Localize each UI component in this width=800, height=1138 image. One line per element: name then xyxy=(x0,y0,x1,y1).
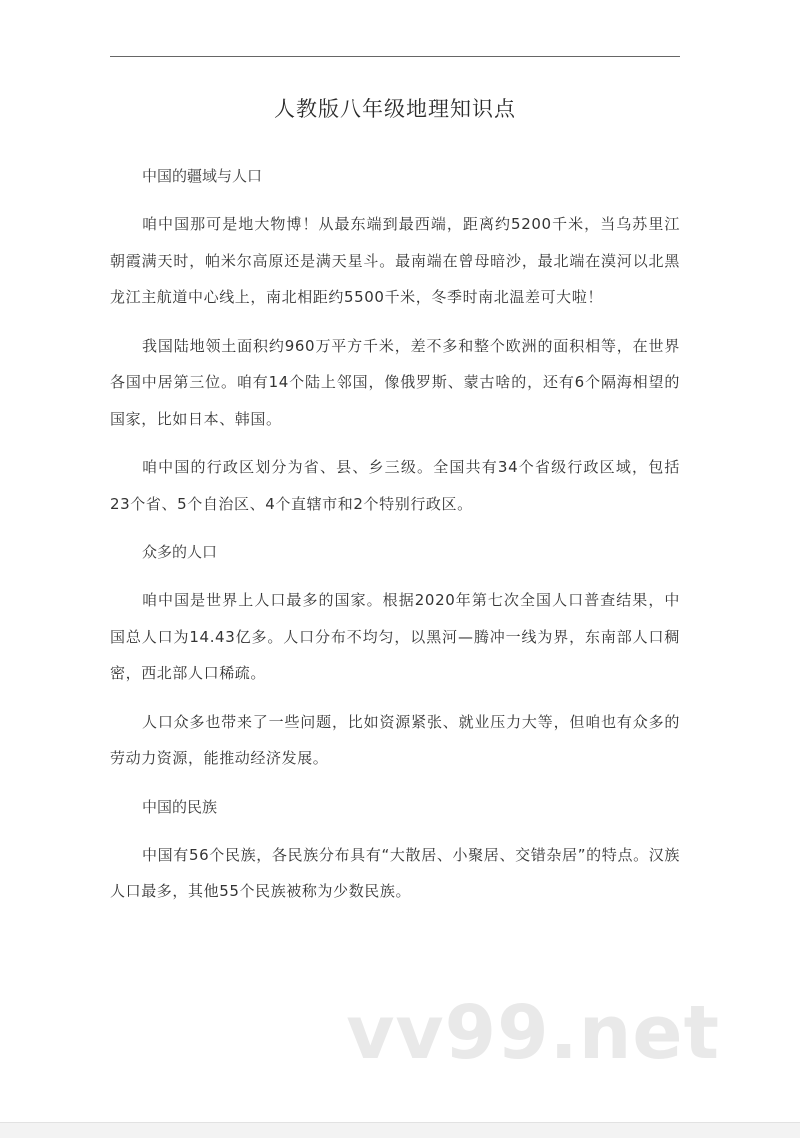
page-bottom-edge xyxy=(0,1122,800,1138)
watermark: vv99.net xyxy=(346,990,720,1076)
paragraph-extent: 咱中国那可是地大物博！从最东端到最西端，距离约5200千米，当乌苏里江朝霞满天时，帕米尔高原还是满天星斗。最南端在曾母暗沙，最北端在漠河以北黑龙江主航道中心线上，南北相距约5500千米，冬季时南北温差可大啦！ xyxy=(110,215,680,306)
paragraph-ethnic-groups: 中国有56个民族，各民族分布具有“大散居、小聚居、交错杂居”的特点。汉族人口最多，其他55个民族被称为少数民族。 xyxy=(110,845,680,900)
paragraph-area-neighbors: 我国陆地领土面积约960万平方千米，差不多和整个欧洲的面积相等，在世界各国中居第三位。咱有14个陆上邻国，像俄罗斯、蒙古啥的，还有6个隔海相望的国家，比如日本、韩国。 xyxy=(110,336,680,428)
section-heading-ethnic-groups: 中国的民族 xyxy=(142,797,218,816)
section-heading-territory: 中国的疆域与人口 xyxy=(142,167,263,185)
header-rule xyxy=(110,56,680,57)
paragraph-population-issues: 人口众多也带来了一些问题，比如资源紧张、就业压力大等，但咱也有众多的劳动力资源，能推动经济发展。 xyxy=(110,712,680,767)
section-heading-population: 众多的人口 xyxy=(142,543,218,561)
paragraph-population-census: 咱中国是世界上人口最多的国家。根据2020年第七次全国人口普查结果，中国总人口为14.43亿多。人口分布不均匀，以黑河—腾冲一线为界，东南部人口稠密，西北部人口稀疏。 xyxy=(110,591,680,682)
paragraph-administrative-divisions: 咱中国的行政区划分为省、县、乡三级。全国共有34个省级行政区域，包括23个省、5个自治区、4个直辖市和2个特别行政区。 xyxy=(110,458,680,513)
document-title: 人教版八年级地理知识点 xyxy=(274,97,516,121)
document-body xyxy=(110,158,680,922)
